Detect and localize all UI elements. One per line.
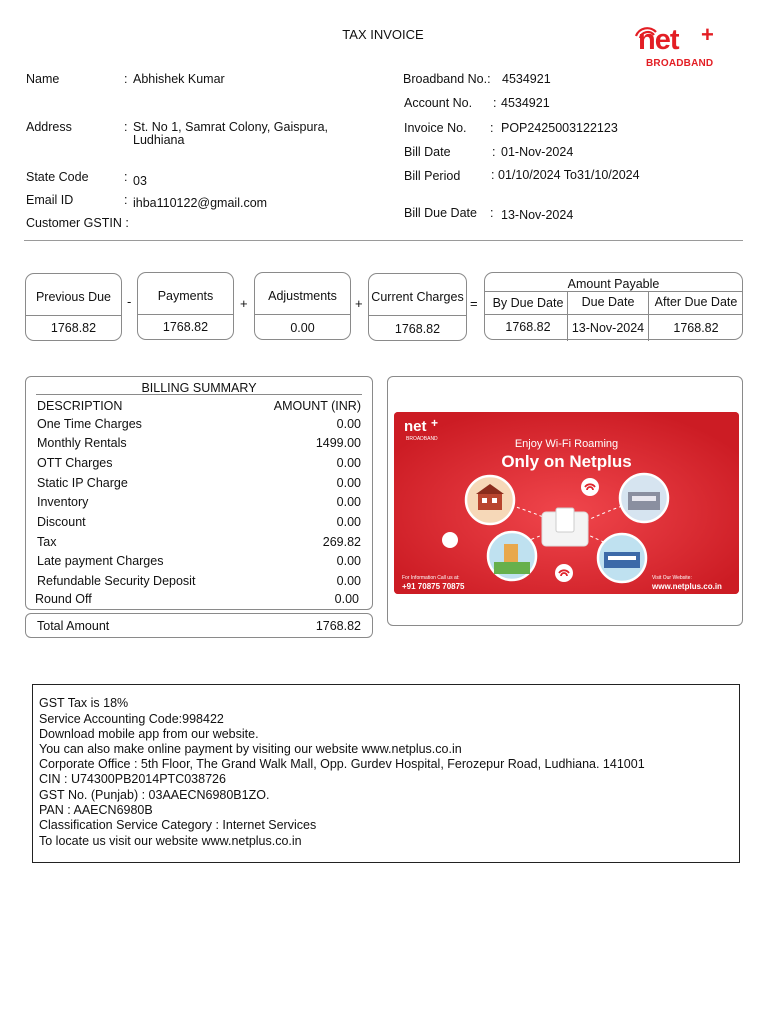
promo-logo-sub: BROADBAND [406,436,438,442]
total-label: Total Amount [37,619,110,633]
info-line: Corporate Office : 5th Floor, The Grand Walk Mall, Opp. Gurdev Hospital, Ferozepur Road, Ludhiana. 141001 [39,757,645,771]
address-line1: St. No 1, Samrat Colony, Gaispura, [133,120,328,134]
payments-value: 1768.82 [162,320,209,334]
row-amount: 0.00 [336,574,361,588]
description-header: DESCRIPTION [37,399,123,413]
invoice-label: Invoice No. [404,121,467,135]
row-description: One Time Charges [37,417,142,431]
row-description: Tax [37,535,57,549]
amount-payable-box [484,272,743,340]
row-description: Monthly Rentals [37,436,127,450]
box-divider [485,291,742,292]
promo-phone: +91 70875 70875 [402,582,465,591]
row-description: Refundable Security Deposit [37,574,196,588]
current-charges-label: Current Charges [371,290,464,304]
address-colon: : [124,120,128,134]
promo-banner[interactable] [394,412,739,594]
info-line: GST Tax is 18% [39,696,129,710]
info-line: GST No. (Punjab) : 03AAECN6980B1ZO. [39,788,270,802]
previous-due-label: Previous Due [35,290,112,304]
address-label: Address [26,120,72,134]
name-colon: : [124,72,128,86]
row-amount: 0.00 [336,554,361,568]
box-divider [369,315,466,316]
router-icon [542,508,588,546]
table-row [37,574,361,593]
table-row [35,592,359,611]
email-label: Email ID [26,193,74,207]
name-label: Name [26,72,60,86]
table-row [37,495,361,514]
row-amount: 0.00 [336,515,361,529]
wifi-icon [555,564,573,582]
billing-summary-header [37,399,361,418]
box-divider [485,314,742,315]
home-scene-icon [466,476,514,524]
promo-website: www.netplus.co.in [652,582,722,591]
row-description: Discount [37,515,86,529]
info-line: To locate us visit our website www.netplus.co.in [39,834,302,848]
state-code-label: State Code [26,170,89,184]
row-amount: 1499.00 [315,436,361,450]
broadband-number: 4534921 [502,72,551,86]
by-due-date-label: By Due Date [492,296,564,310]
customer-email: ihba110122@gmail.com [133,196,268,210]
total-row [37,619,361,638]
state-colon: : [124,170,128,184]
wifi-icon [581,478,599,496]
row-amount: 0.00 [336,476,361,490]
bill-period: 01/10/2024 To31/10/2024 [498,168,640,182]
bill-date-colon: : [492,145,496,159]
info-line: You can also make online payment by visiting our website www.netplus.co.in [39,742,462,756]
mall-scene-icon [620,474,668,522]
current-charges-box [368,273,467,341]
amount-payable-label: Amount Payable [567,277,660,291]
info-line: PAN : AAECN6980B [39,803,153,817]
box-divider [26,315,121,316]
row-description: Inventory [37,495,89,509]
current-charges-value: 1768.82 [394,322,441,336]
wifi-icon [442,532,458,548]
table-row [37,456,361,475]
info-line: Classification Service Category : Internet Services [39,818,317,832]
invoice-colon: : [490,121,494,135]
address-line2: Ludhiana [133,133,185,147]
row-description: OTT Charges [37,456,113,470]
station-scene-icon [598,534,646,582]
account-colon: : [493,96,497,110]
plus-operator: + [240,296,248,311]
plus-operator: + [355,296,363,311]
due-date-col-label: Due Date [581,295,635,309]
account-label: Account No. [404,96,473,110]
table-row [37,535,361,554]
row-amount: 0.00 [334,592,359,606]
box-divider [138,314,233,315]
info-line: Download mobile app from our website. [39,727,259,741]
total-value: 1768.82 [315,619,361,633]
due-date-colon: : [490,206,494,220]
table-row [37,476,361,495]
billing-summary-title: BILLING SUMMARY [141,381,257,395]
adjustments-label: Adjustments [268,289,337,303]
amount-header: AMOUNT (INR) [273,399,361,413]
state-code: 03 [133,174,147,188]
logo-wordmark: net [638,24,679,56]
bill-period-colon: : [491,168,495,182]
promo-call-label: For Information Call us at: [402,575,460,581]
invoice-number: POP2425003122123 [501,121,618,135]
row-amount: 0.00 [336,495,361,509]
row-description: Static IP Charge [37,476,128,490]
customer-name: Abhishek Kumar [133,72,225,86]
equals-operator: = [470,296,478,311]
after-due-date-value: 1768.82 [673,321,719,335]
bill-period-label: Bill Period [404,169,461,183]
header-divider [24,240,743,241]
row-description: Late payment Charges [37,554,164,568]
document-title: TAX INVOICE [342,27,424,42]
promo-site-label: Visit Our Website: [652,575,692,581]
park-scene-icon [488,532,536,580]
promo-tagline: Only on Netplus [501,452,632,471]
table-row [37,554,361,573]
adjustments-box [254,272,351,340]
row-amount: 0.00 [336,456,361,470]
after-due-date-label: After Due Date [654,295,738,309]
logo-subtitle: BROADBAND [646,58,714,69]
bill-date-label: Bill Date [404,145,451,159]
email-colon: : [124,193,128,207]
previous-due-value: 1768.82 [50,321,97,335]
bill-due-date: 13-Nov-2024 [501,208,574,222]
due-date-value: 13-Nov-2024 [571,321,645,335]
by-due-date-value: 1768.82 [505,320,551,334]
table-row [37,436,361,455]
broadband-label: Broadband No.: [403,72,491,86]
info-line: CIN : U74300PB2014PTC038726 [39,772,226,786]
minus-operator: - [127,294,132,309]
customer-gstin-label: Customer GSTIN : [26,216,129,230]
promo-logo: net [404,418,427,435]
box-divider [255,314,350,315]
row-amount: 0.00 [336,417,361,431]
logo-plus: + [701,22,714,47]
row-description: Round Off [35,592,92,606]
promo-logo-plus: + [431,416,439,430]
promo-headline: Enjoy Wi-Fi Roaming [514,438,619,450]
adjustments-value: 0.00 [290,321,315,335]
account-number: 4534921 [501,96,550,110]
previous-due-box [25,273,122,341]
info-line: Service Accounting Code:998422 [39,712,224,726]
payments-box [137,272,234,340]
table-row [37,515,361,534]
row-amount: 269.82 [322,535,361,549]
bill-date: 01-Nov-2024 [501,145,574,159]
payments-label: Payments [157,289,214,303]
table-row [37,417,361,436]
due-date-label: Bill Due Date [404,206,477,220]
